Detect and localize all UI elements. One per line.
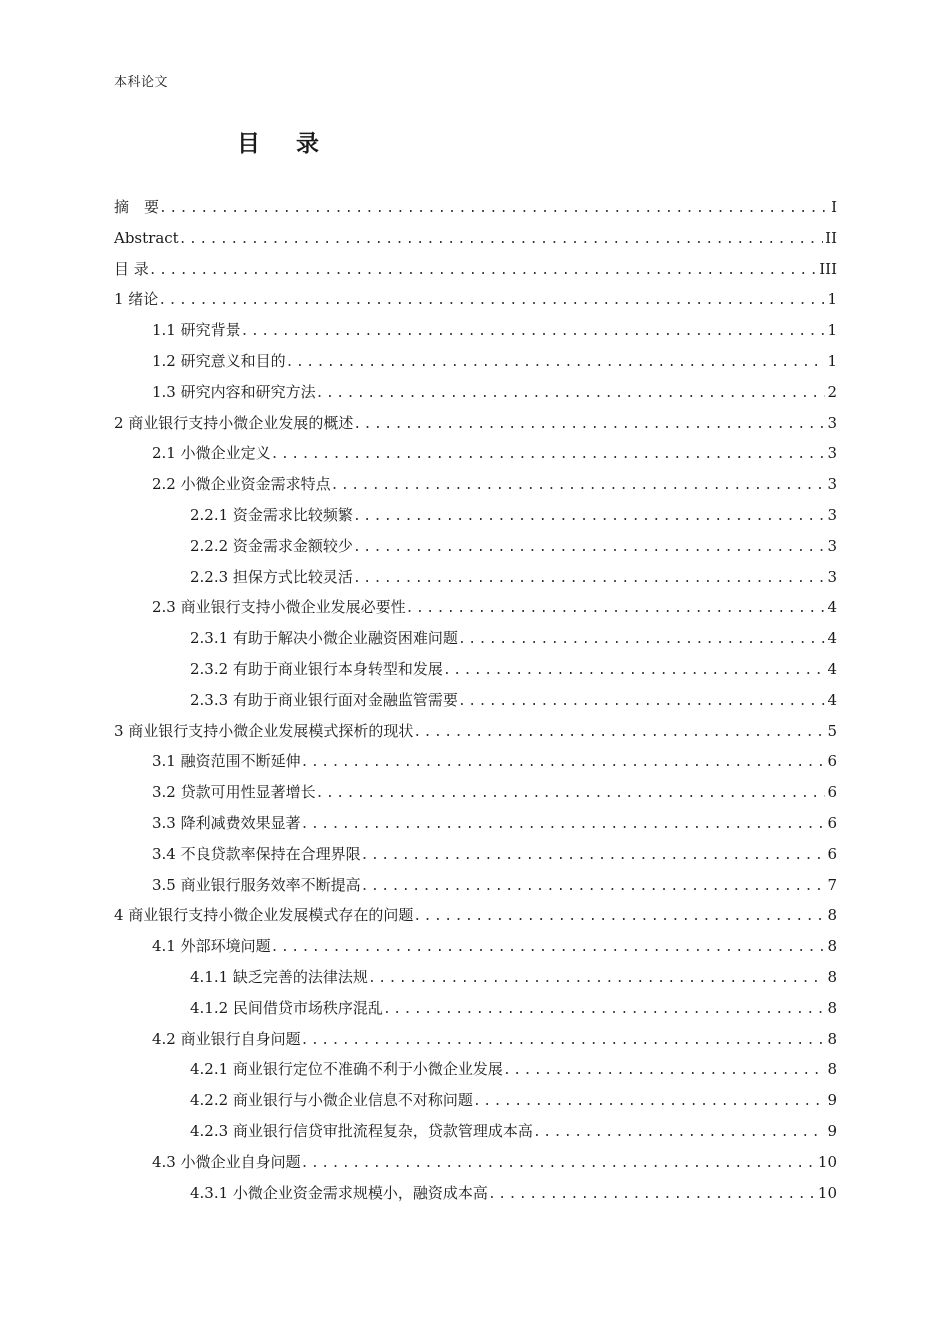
toc-dot-leader bbox=[241, 317, 826, 348]
toc-dot-leader bbox=[353, 410, 825, 441]
toc-entry[interactable] bbox=[114, 531, 837, 562]
toc-dot-leader bbox=[361, 872, 826, 903]
toc-entry-label: 2.1 小微企业定义 bbox=[152, 444, 271, 463]
toc-entry-page-number: 1 bbox=[827, 321, 837, 340]
toc-entry[interactable] bbox=[114, 377, 837, 408]
toc-dot-leader bbox=[301, 810, 826, 841]
toc-entry-page-number: 10 bbox=[817, 1183, 837, 1202]
toc-entry[interactable] bbox=[114, 438, 837, 469]
toc-entry-page-number: II bbox=[825, 228, 837, 247]
toc-dot-leader bbox=[458, 625, 826, 656]
toc-entry[interactable] bbox=[114, 777, 837, 808]
toc-dot-leader bbox=[286, 348, 826, 379]
toc-entry[interactable] bbox=[114, 870, 837, 901]
toc-dot-leader bbox=[458, 687, 826, 718]
toc-entry-page-number: 4 bbox=[827, 629, 837, 648]
toc-entry-label: 4.3.1 小微企业资金需求规模小，融资成本高 bbox=[190, 1183, 488, 1202]
toc-entry-label: 1 绪论 bbox=[114, 290, 159, 309]
toc-dot-leader bbox=[158, 286, 825, 317]
toc-dot-leader bbox=[353, 533, 826, 564]
toc-entry-label: 3.1 融资范围不断延伸 bbox=[152, 752, 301, 771]
toc-entry-label: 2.3 商业银行支持小微企业发展必要性 bbox=[152, 598, 406, 617]
toc-entry-page-number: 6 bbox=[827, 844, 837, 863]
toc-entry-label: 1.2 研究意义和目的 bbox=[152, 351, 286, 370]
toc-entry-page-number: 3 bbox=[827, 475, 837, 494]
toc-entry-page-number: 8 bbox=[827, 967, 837, 986]
toc-entry[interactable] bbox=[114, 223, 837, 254]
toc-entry-label: 2.2.1 资金需求比较频繁 bbox=[190, 505, 353, 524]
page-title: 目 录 bbox=[236, 131, 333, 157]
toc-entry[interactable] bbox=[114, 469, 837, 500]
toc-entry-label: 3.5 商业银行服务效率不断提高 bbox=[152, 875, 361, 894]
toc-entry-label: 4.1 外部环境问题 bbox=[152, 937, 271, 956]
page-header: 本科论文 bbox=[114, 75, 169, 90]
toc-entry-page-number: III bbox=[819, 259, 837, 278]
toc-entry[interactable] bbox=[114, 346, 837, 377]
toc-dot-leader bbox=[301, 748, 826, 779]
toc-entry-page-number: 8 bbox=[827, 1029, 837, 1048]
toc-entry-page-number: 6 bbox=[827, 813, 837, 832]
toc-entry[interactable] bbox=[114, 808, 837, 839]
toc-entry-page-number: 8 bbox=[827, 1060, 837, 1079]
toc-dot-leader bbox=[413, 718, 825, 749]
toc-dot-leader bbox=[503, 1056, 826, 1087]
toc-entry-page-number: 1 bbox=[827, 290, 837, 309]
toc-entry[interactable] bbox=[114, 1147, 837, 1178]
toc-entry-page-number: 4 bbox=[827, 659, 837, 678]
toc-entry-page-number: 10 bbox=[817, 1152, 837, 1171]
toc-dot-leader bbox=[331, 471, 826, 502]
toc-entry-page-number: 8 bbox=[827, 998, 837, 1017]
toc-entry-page-number: 8 bbox=[827, 906, 837, 925]
toc-entry[interactable] bbox=[114, 192, 837, 223]
toc-dot-leader bbox=[368, 964, 826, 995]
toc-entry[interactable] bbox=[114, 623, 837, 654]
toc-entry[interactable] bbox=[114, 592, 837, 623]
toc-dot-leader bbox=[473, 1087, 826, 1118]
toc-dot-leader bbox=[353, 502, 826, 533]
toc-dot-leader bbox=[383, 995, 826, 1026]
toc-entry-label: 3.3 降利减费效果显著 bbox=[152, 813, 301, 832]
toc-dot-leader bbox=[406, 594, 826, 625]
toc-entry-label: 2.3.2 有助于商业银行本身转型和发展 bbox=[190, 659, 443, 678]
toc-entry-page-number: 9 bbox=[827, 1121, 837, 1140]
toc-dot-leader bbox=[179, 225, 823, 256]
table-of-contents bbox=[114, 192, 837, 1208]
toc-entry[interactable] bbox=[114, 993, 837, 1024]
toc-entry[interactable] bbox=[114, 654, 837, 685]
toc-entry-label: 4.2.1 商业银行定位不准确不利于小微企业发展 bbox=[190, 1060, 503, 1079]
toc-entry-label: 2.2.2 资金需求金额较少 bbox=[190, 536, 353, 555]
toc-entry[interactable] bbox=[114, 1054, 837, 1085]
toc-entry-page-number: I bbox=[831, 198, 837, 216]
toc-entry-label: 4.3 小微企业自身问题 bbox=[152, 1152, 301, 1171]
toc-entry-page-number: 3 bbox=[827, 536, 837, 555]
toc-dot-leader bbox=[361, 841, 826, 872]
toc-dot-leader bbox=[413, 902, 825, 933]
toc-entry-label: 4.2 商业银行自身问题 bbox=[152, 1029, 301, 1048]
toc-entry-label: 2.2 小微企业资金需求特点 bbox=[152, 475, 331, 494]
toc-entry-label: 4.1.1 缺乏完善的法律法规 bbox=[190, 967, 368, 986]
toc-entry-page-number: 6 bbox=[827, 783, 837, 802]
toc-entry[interactable] bbox=[114, 500, 837, 531]
toc-entry-page-number: 9 bbox=[827, 1091, 837, 1110]
toc-entry[interactable] bbox=[114, 931, 837, 962]
toc-entry-page-number: 4 bbox=[827, 598, 837, 617]
toc-entry[interactable] bbox=[114, 562, 837, 593]
toc-dot-leader bbox=[301, 1026, 826, 1057]
toc-entry-label: 3 商业银行支持小微企业发展模式探析的现状 bbox=[114, 721, 414, 740]
toc-entry-label: 1.1 研究背景 bbox=[152, 321, 241, 340]
toc-entry-label: 4.2.2 商业银行与小微企业信息不对称问题 bbox=[190, 1091, 473, 1110]
toc-entry-label: 摘 要 bbox=[114, 198, 160, 216]
toc-entry-label: 4 商业银行支持小微企业发展模式存在的问题 bbox=[114, 906, 414, 925]
toc-entry-label: 1.3 研究内容和研究方法 bbox=[152, 382, 316, 401]
toc-dot-leader bbox=[533, 1118, 826, 1149]
toc-entry-page-number: 1 bbox=[827, 351, 837, 370]
toc-entry-label: 3.4 不良贷款率保持在合理界限 bbox=[152, 844, 361, 863]
toc-entry-label: 4.2.3 商业银行信贷审批流程复杂，贷款管理成本高 bbox=[190, 1121, 533, 1140]
toc-entry[interactable] bbox=[114, 1178, 837, 1209]
toc-entry-page-number: 4 bbox=[827, 690, 837, 709]
toc-entry[interactable] bbox=[114, 962, 837, 993]
toc-entry-page-number: 5 bbox=[827, 721, 837, 740]
toc-entry[interactable] bbox=[114, 284, 837, 315]
toc-dot-leader bbox=[159, 194, 829, 225]
toc-entry-page-number: 2 bbox=[827, 382, 837, 401]
toc-entry-page-number: 8 bbox=[827, 937, 837, 956]
toc-entry-page-number: 3 bbox=[827, 413, 837, 432]
toc-entry[interactable] bbox=[114, 408, 837, 439]
toc-dot-leader bbox=[316, 779, 826, 810]
toc-dot-leader bbox=[353, 564, 826, 595]
toc-entry-label: 2 商业银行支持小微企业发展的概述 bbox=[114, 413, 354, 432]
toc-dot-leader bbox=[316, 379, 826, 410]
toc-entry-label: 2.3.3 有助于商业银行面对金融监管需要 bbox=[190, 690, 458, 709]
toc-dot-leader bbox=[443, 656, 826, 687]
toc-entry-label: 目 录 bbox=[114, 259, 149, 278]
toc-entry[interactable] bbox=[114, 315, 837, 346]
toc-entry-page-number: 3 bbox=[827, 444, 837, 463]
toc-entry[interactable] bbox=[114, 900, 837, 931]
toc-entry-label: 2.3.1 有助于解决小微企业融资困难问题 bbox=[190, 629, 458, 648]
toc-entry-page-number: 3 bbox=[827, 505, 837, 524]
toc-entry[interactable] bbox=[114, 716, 837, 747]
toc-entry[interactable] bbox=[114, 1116, 837, 1147]
toc-entry-label: 3.2 贷款可用性显著增长 bbox=[152, 783, 316, 802]
toc-entry[interactable] bbox=[114, 839, 837, 870]
toc-entry-page-number: 6 bbox=[827, 752, 837, 771]
toc-entry[interactable] bbox=[114, 685, 837, 716]
toc-entry[interactable] bbox=[114, 254, 837, 285]
toc-entry[interactable] bbox=[114, 746, 837, 777]
toc-entry-page-number: 7 bbox=[827, 875, 837, 894]
toc-dot-leader bbox=[488, 1180, 816, 1211]
toc-entry-page-number: 3 bbox=[827, 567, 837, 586]
toc-dot-leader bbox=[301, 1149, 816, 1180]
toc-entry[interactable] bbox=[114, 1085, 837, 1116]
toc-entry-label: Abstract bbox=[114, 228, 179, 247]
toc-dot-leader bbox=[271, 440, 826, 471]
toc-dot-leader bbox=[149, 256, 817, 287]
toc-entry-label: 4.1.2 民间借贷市场秩序混乱 bbox=[190, 998, 383, 1017]
toc-entry-label: 2.2.3 担保方式比较灵活 bbox=[190, 567, 353, 586]
toc-entry[interactable] bbox=[114, 1024, 837, 1055]
toc-dot-leader bbox=[271, 933, 826, 964]
